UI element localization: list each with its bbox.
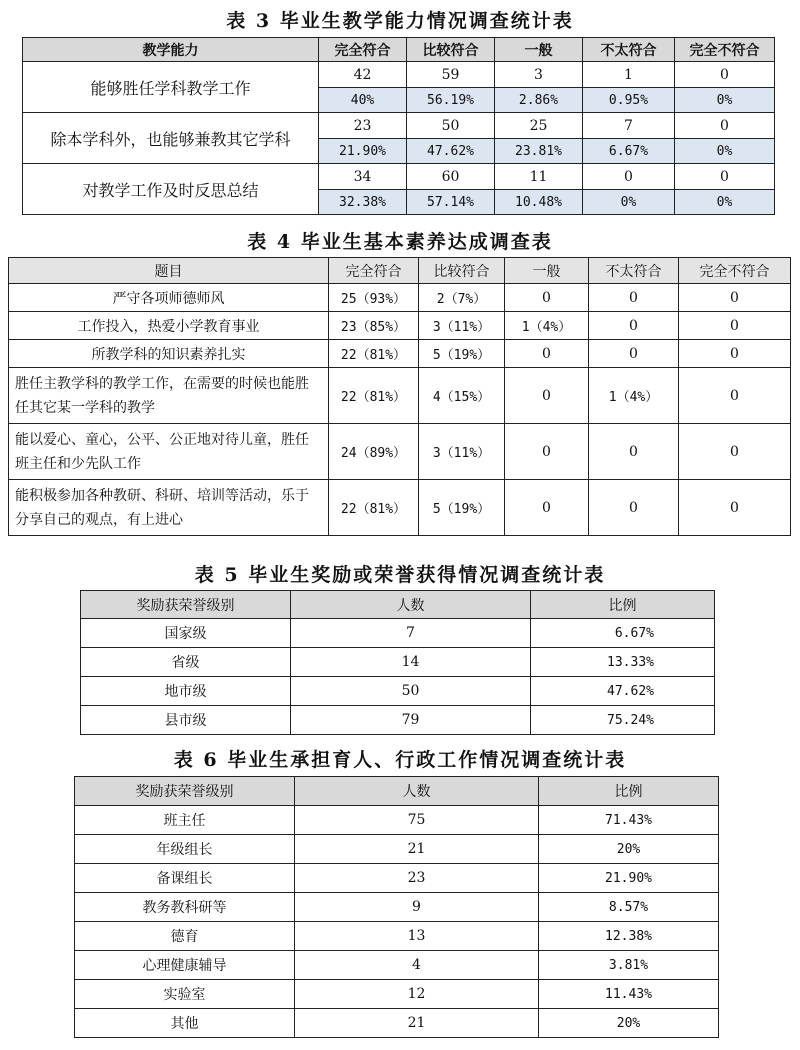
table-row (75, 864, 719, 893)
table3-header-cell: 不太符合 (583, 38, 675, 62)
table-row (75, 922, 719, 951)
table-cell: 25 (495, 113, 583, 139)
table4-row-label: 严守各项师德师风 (9, 284, 329, 312)
table4-header-cell: 完全不符合 (679, 258, 791, 284)
table-row (75, 951, 719, 980)
table-cell: 教务教科研等 (75, 893, 295, 922)
table4-row-label: 胜任主教学科的教学工作，在需要的时候也能胜任其它某一学科的教学 (9, 368, 329, 424)
table-cell: 21.90% (539, 864, 719, 893)
table-row (9, 368, 791, 424)
table-cell: 0% (675, 139, 775, 164)
table-row (9, 340, 791, 368)
table-cell: 20% (539, 835, 719, 864)
table-cell: 2（7%） (419, 284, 505, 312)
table4-row-label: 能以爱心、童心，公平、公正地对待儿童，胜任班主任和少先队工作 (9, 424, 329, 480)
table-cell: 0 (589, 312, 679, 340)
table-cell: 0 (505, 480, 589, 536)
table-cell: 0 (679, 340, 791, 368)
table-cell: 年级组长 (75, 835, 295, 864)
table-cell: 0 (675, 113, 775, 139)
table-cell: 0% (675, 190, 775, 215)
table-cell: 79 (291, 706, 531, 735)
table-cell: 0 (589, 340, 679, 368)
table-cell: 22（81%） (329, 340, 419, 368)
table-cell: 6.67% (531, 619, 715, 648)
table-cell: 0 (589, 284, 679, 312)
table4-row-label: 能积极参加各种教研、科研、培训等活动，乐于分享自己的观点，有上进心 (9, 480, 329, 536)
table5-header-cell: 比例 (531, 591, 715, 619)
table6-header-cell: 奖励获荣誉级别 (75, 777, 295, 806)
table-cell: 0.95% (583, 88, 675, 113)
table-cell: 32.38% (319, 190, 407, 215)
table-cell: 11.43% (539, 980, 719, 1009)
table-cell: 0 (589, 480, 679, 536)
table-cell: 7 (291, 619, 531, 648)
table4-header-cell: 题目 (9, 258, 329, 284)
table-cell: 0 (505, 424, 589, 480)
table3-row-label: 对教学工作及时反思总结 (23, 164, 319, 215)
table-cell: 4 (295, 951, 539, 980)
table6 (74, 776, 719, 1038)
table6-title: 表 6 毕业生承担育人、行政工作情况调查统计表 (173, 749, 627, 771)
table3-header-cell: 比较符合 (407, 38, 495, 62)
table-cell: 10.48% (495, 190, 583, 215)
table-cell: 71.43% (539, 806, 719, 835)
table-cell: 21.90% (319, 139, 407, 164)
table-row (75, 806, 719, 835)
table4 (8, 257, 791, 536)
table4-row-label: 所教学科的知识素养扎实 (9, 340, 329, 368)
table-row (81, 648, 715, 677)
table-cell: 34 (319, 164, 407, 190)
table-cell: 心理健康辅导 (75, 951, 295, 980)
table-cell: 1 (583, 62, 675, 88)
table-cell: 0 (679, 424, 791, 480)
table-cell: 0 (675, 62, 775, 88)
table3-row-label: 能够胜任学科教学工作 (23, 62, 319, 113)
table-cell: 0% (675, 88, 775, 113)
table-cell: 50 (291, 677, 531, 706)
table3-header-cell: 一般 (495, 38, 583, 62)
table-cell: 0 (675, 164, 775, 190)
table-cell: 12.38% (539, 922, 719, 951)
table4-header-cell: 比较符合 (419, 258, 505, 284)
table-cell: 25（93%） (329, 284, 419, 312)
table-cell: 40% (319, 88, 407, 113)
table-row (9, 312, 791, 340)
table-cell: 24（89%） (329, 424, 419, 480)
table-cell: 47.62% (407, 139, 495, 164)
table-cell: 0 (679, 284, 791, 312)
table-cell: 备课组长 (75, 864, 295, 893)
table-cell: 0 (505, 284, 589, 312)
table3 (22, 37, 775, 215)
table-cell: 75.24% (531, 706, 715, 735)
table-cell: 5（19%） (419, 340, 505, 368)
table-cell: 0 (589, 424, 679, 480)
table-cell: 42 (319, 62, 407, 88)
table-cell: 21 (295, 1009, 539, 1038)
table3-row-label: 除本学科外，也能够兼教其它学科 (23, 113, 319, 164)
table3-header-row (23, 38, 775, 62)
table-cell: 23 (295, 864, 539, 893)
table-cell: 0 (679, 312, 791, 340)
table-cell: 60 (407, 164, 495, 190)
table-cell: 23.81% (495, 139, 583, 164)
table3-count-row (23, 113, 775, 139)
table-cell: 3（11%） (419, 424, 505, 480)
table5 (80, 590, 715, 735)
table-cell: 75 (295, 806, 539, 835)
table-cell: 6.67% (583, 139, 675, 164)
table-cell: 23（85%） (329, 312, 419, 340)
table-cell: 省级 (81, 648, 291, 677)
table-cell: 14 (291, 648, 531, 677)
table-cell: 2.86% (495, 88, 583, 113)
table-cell: 8.57% (539, 893, 719, 922)
table-cell: 县市级 (81, 706, 291, 735)
table-row (9, 480, 791, 536)
table5-header-row (81, 591, 715, 619)
table4-header-row (9, 258, 791, 284)
table-cell: 0 (505, 368, 589, 424)
table-row (81, 706, 715, 735)
table4-header-cell: 不太符合 (589, 258, 679, 284)
table-cell: 0 (583, 164, 675, 190)
table-cell: 3 (495, 62, 583, 88)
table3-count-row (23, 62, 775, 88)
table-cell: 23 (319, 113, 407, 139)
table-row (75, 980, 719, 1009)
table4-title: 表 4 毕业生基本素养达成调查表 (247, 231, 553, 253)
table-cell: 德育 (75, 922, 295, 951)
table-row (75, 893, 719, 922)
table4-header-cell: 一般 (505, 258, 589, 284)
table5-header-cell: 奖励获荣誉级别 (81, 591, 291, 619)
table-cell: 57.14% (407, 190, 495, 215)
table3-header-cell: 完全不符合 (675, 38, 775, 62)
table-cell: 12 (295, 980, 539, 1009)
table-cell: 0 (679, 368, 791, 424)
table-row (9, 284, 791, 312)
table-cell: 11 (495, 164, 583, 190)
table-cell: 47.62% (531, 677, 715, 706)
table-cell: 地市级 (81, 677, 291, 706)
table5-title: 表 5 毕业生奖励或荣誉获得情况调查统计表 (194, 564, 606, 586)
table-cell: 其他 (75, 1009, 295, 1038)
table6-header-cell: 人数 (295, 777, 539, 806)
table-cell: 7 (583, 113, 675, 139)
table3-header-cell: 教学能力 (23, 38, 319, 62)
table5-header-cell: 人数 (291, 591, 531, 619)
table-cell: 22（81%） (329, 480, 419, 536)
table-row (75, 835, 719, 864)
table-cell: 班主任 (75, 806, 295, 835)
table-row (75, 1009, 719, 1038)
table-cell: 3（11%） (419, 312, 505, 340)
table-cell: 0 (505, 340, 589, 368)
table-cell: 59 (407, 62, 495, 88)
table-row (9, 424, 791, 480)
table6-header-row (75, 777, 719, 806)
table-cell: 1（4%） (505, 312, 589, 340)
table-cell: 4（15%） (419, 368, 505, 424)
table-cell: 0% (583, 190, 675, 215)
table-cell: 13.33% (531, 648, 715, 677)
table-cell: 20% (539, 1009, 719, 1038)
table3-header-cell: 完全符合 (319, 38, 407, 62)
table-cell: 50 (407, 113, 495, 139)
table3-count-row (23, 164, 775, 190)
table-cell: 13 (295, 922, 539, 951)
table-cell: 9 (295, 893, 539, 922)
table-cell: 0 (679, 480, 791, 536)
table4-header-cell: 完全符合 (329, 258, 419, 284)
table6-header-cell: 比例 (539, 777, 719, 806)
table4-row-label: 工作投入，热爱小学教育事业 (9, 312, 329, 340)
table-row (81, 677, 715, 706)
table-cell: 21 (295, 835, 539, 864)
table3-title: 表 3 毕业生教学能力情况调查统计表 (226, 10, 574, 32)
table-cell: 56.19% (407, 88, 495, 113)
table-cell: 实验室 (75, 980, 295, 1009)
table-cell: 22（81%） (329, 368, 419, 424)
table-cell: 5（19%） (419, 480, 505, 536)
table-cell: 1（4%） (589, 368, 679, 424)
table-row (81, 619, 715, 648)
table-cell: 国家级 (81, 619, 291, 648)
table-cell: 3.81% (539, 951, 719, 980)
